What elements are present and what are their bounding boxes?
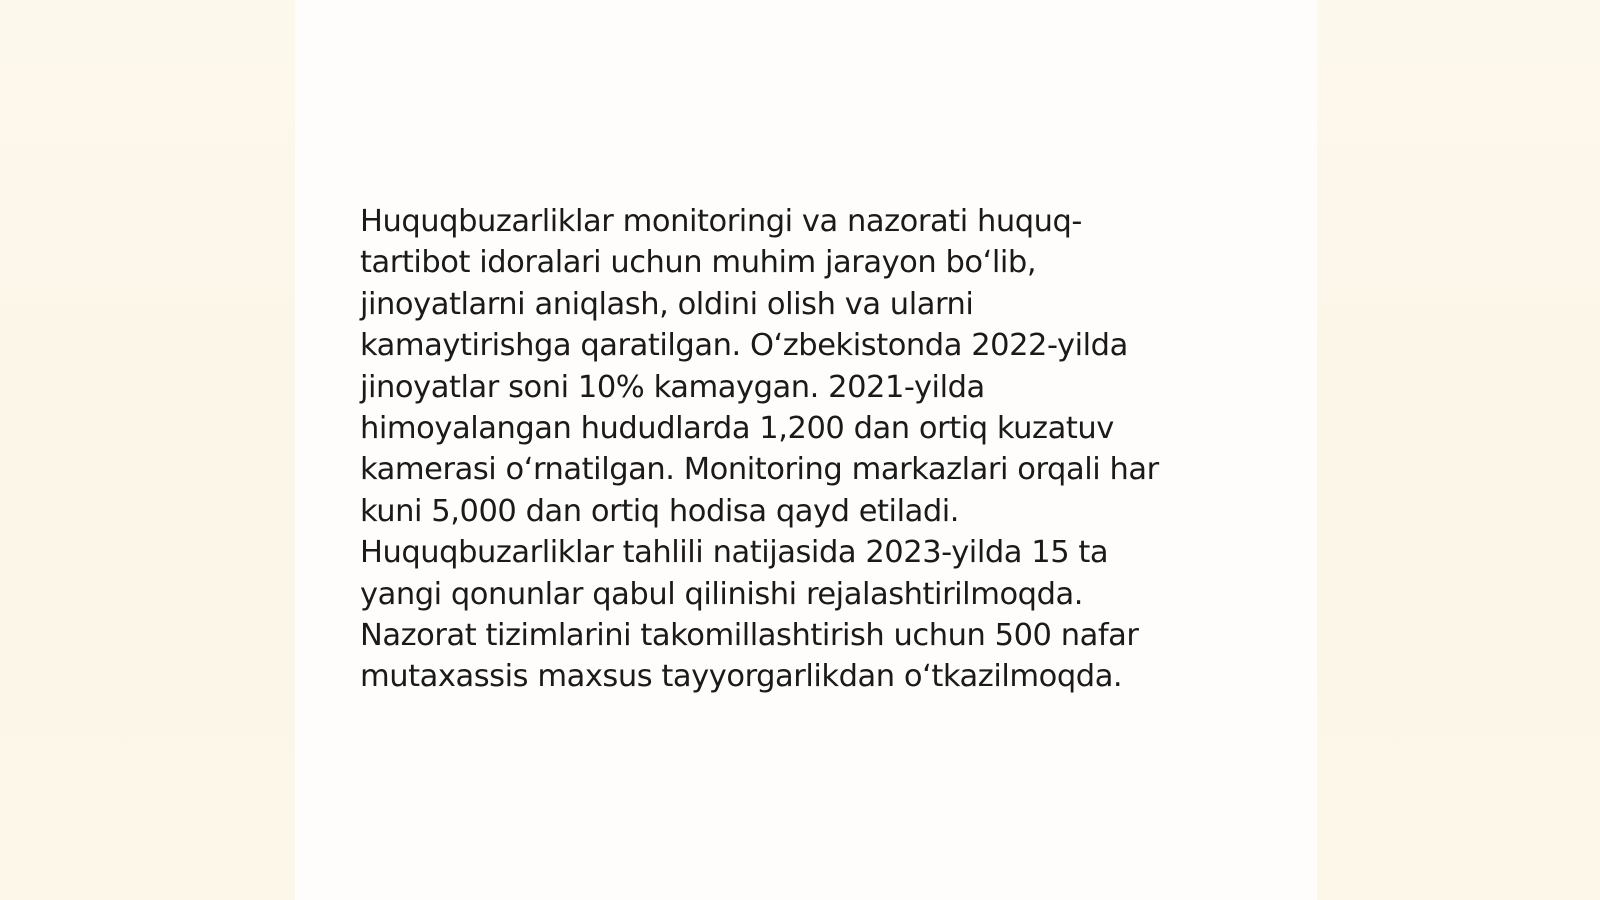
document-page — [295, 0, 1317, 900]
left-margin-background — [0, 0, 295, 900]
body-paragraph: Huquqbuzarliklar monitoringi va nazorati huquq- tartibot idoralari uchun muhim jarayon bo‘lib, jinoyatlarni aniqlash, oldini olish va ularni kamaytirishga qaratilgan. O‘zbekistonda 2022-yilda jinoyatlar soni 10% kamaygan. 2021-yilda himoyalangan hududlarda 1,200 dan ortiq kuzatuv kamerasi o‘rnatilgan. Monitoring markazlari orqali har kuni 5,000 dan ortiq hodisa qayd etiladi. Huquqbuzarliklar tahlili natijasida 2023-yilda 15 ta yangi qonunlar qabul qilinishi rejalashtirilmoqda. Nazorat tizimlarini takomillashtirish uchun 500 nafar mutaxassis maxsus tayyorgarlikdan o‘tkazilmoqda. — [360, 204, 1159, 695]
right-margin-background — [1317, 0, 1600, 900]
